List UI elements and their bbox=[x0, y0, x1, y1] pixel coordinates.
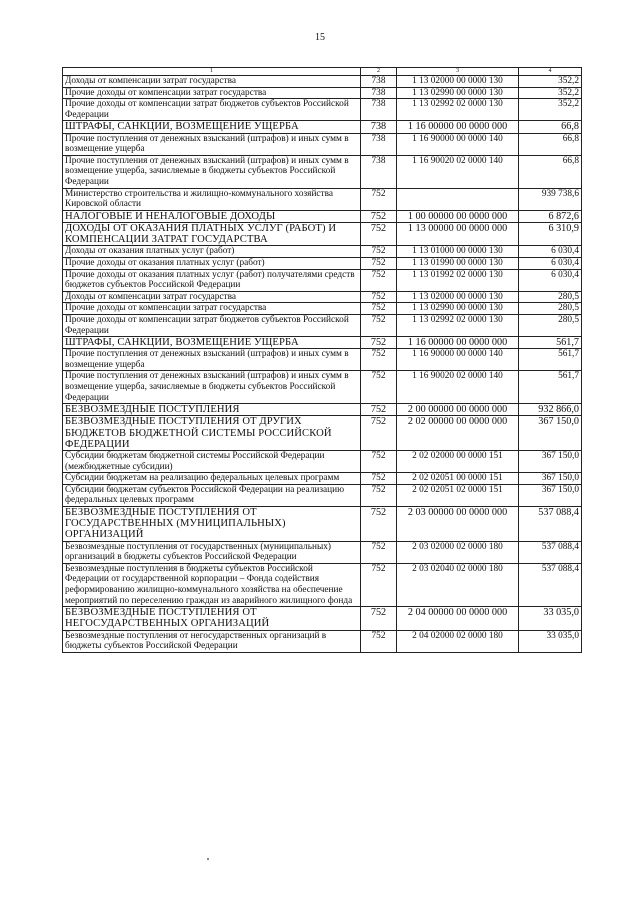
row-name: Безвозмездные поступления в бюджеты субъектов Российской Федерации от государственной корпорации – Фонда содействия реформированию жилищно-коммунального хозяйства на обеспечение мероприятий по переселению граждан из аварийного жилищного фонда bbox=[63, 563, 361, 606]
row-name: Безвозмездные поступления от негосударственных организаций в бюджеты субъектов Российской Федерации bbox=[63, 630, 361, 652]
row-amount: 561,7 bbox=[519, 349, 582, 371]
table-row bbox=[63, 291, 582, 303]
table-row bbox=[63, 87, 582, 99]
row-classification-code: 1 13 01992 02 0000 130 bbox=[397, 269, 519, 291]
row-admin-code: 752 bbox=[361, 473, 397, 485]
row-admin-code: 738 bbox=[361, 87, 397, 99]
row-classification-code: 1 13 01990 00 0000 130 bbox=[397, 257, 519, 269]
row-amount: 6 872,6 bbox=[519, 210, 582, 222]
row-name: Прочие поступления от денежных взысканий (штрафов) и иных сумм в возмещение ущерба bbox=[63, 133, 361, 155]
row-name: Субсидии бюджетам на реализацию федеральных целевых программ bbox=[63, 473, 361, 485]
table-row bbox=[63, 257, 582, 269]
row-amount: 6 030,4 bbox=[519, 257, 582, 269]
row-amount: 6 030,4 bbox=[519, 269, 582, 291]
row-classification-code: 1 16 00000 00 0000 000 bbox=[397, 121, 519, 133]
row-amount: 6 310,9 bbox=[519, 222, 582, 245]
row-amount: 66,8 bbox=[519, 121, 582, 133]
row-classification-code: 1 16 90020 02 0000 140 bbox=[397, 371, 519, 404]
row-name: Министерство строительства и жилищно-коммунального хозяйства Кировской области bbox=[63, 188, 361, 210]
table-row bbox=[63, 404, 582, 416]
row-admin-code: 752 bbox=[361, 222, 397, 245]
row-classification-code: 1 16 90020 02 0000 140 bbox=[397, 155, 519, 188]
row-name: Доходы от компенсации затрат государства bbox=[63, 291, 361, 303]
row-name: ШТРАФЫ, САНКЦИИ, ВОЗМЕЩЕНИЕ УЩЕРБА bbox=[63, 337, 361, 349]
row-name: Прочие поступления от денежных взысканий (штрафов) и иных сумм в возмещение ущерба, зачисляемые в бюджеты субъектов Российской Федерации bbox=[63, 371, 361, 404]
column-header-3: 3 bbox=[397, 68, 519, 76]
row-admin-code: 752 bbox=[361, 404, 397, 416]
table-row bbox=[63, 563, 582, 606]
row-classification-code: 1 00 00000 00 0000 000 bbox=[397, 210, 519, 222]
table-row bbox=[63, 133, 582, 155]
table-row bbox=[63, 541, 582, 563]
budget-revenue-table bbox=[62, 67, 582, 653]
table-row bbox=[63, 76, 582, 88]
row-classification-code: 1 13 02990 00 0000 130 bbox=[397, 87, 519, 99]
row-amount: 280,5 bbox=[519, 314, 582, 336]
row-admin-code: 752 bbox=[361, 484, 397, 506]
row-classification-code: 2 00 00000 00 0000 000 bbox=[397, 404, 519, 416]
table-row bbox=[63, 269, 582, 291]
column-header-4: 4 bbox=[519, 68, 582, 76]
row-admin-code: 752 bbox=[361, 563, 397, 606]
row-admin-code: 752 bbox=[361, 188, 397, 210]
column-number-row bbox=[63, 68, 582, 76]
row-name: БЕЗВОЗМЕЗДНЫЕ ПОСТУПЛЕНИЯ ОТ ГОСУДАРСТВЕННЫХ (МУНИЦИПАЛЬНЫХ) ОРГАНИЗАЦИЙ bbox=[63, 507, 361, 542]
table-row bbox=[63, 507, 582, 542]
row-classification-code: 1 13 02000 00 0000 130 bbox=[397, 76, 519, 88]
row-classification-code: 1 16 00000 00 0000 000 bbox=[397, 337, 519, 349]
table-row bbox=[63, 314, 582, 336]
row-classification-code: 2 02 00000 00 0000 000 bbox=[397, 416, 519, 451]
row-amount: 367 150,0 bbox=[519, 484, 582, 506]
row-classification-code: 1 13 02992 02 0000 130 bbox=[397, 314, 519, 336]
row-name: Прочие поступления от денежных взысканий (штрафов) и иных сумм в возмещение ущерба bbox=[63, 349, 361, 371]
row-amount: 561,7 bbox=[519, 337, 582, 349]
row-name: Прочие доходы от компенсации затрат бюджетов субъектов Российской Федерации bbox=[63, 99, 361, 121]
row-admin-code: 738 bbox=[361, 121, 397, 133]
row-admin-code: 752 bbox=[361, 246, 397, 258]
table-row bbox=[63, 416, 582, 451]
row-name: ДОХОДЫ ОТ ОКАЗАНИЯ ПЛАТНЫХ УСЛУГ (РАБОТ) И КОМПЕНСАЦИИ ЗАТРАТ ГОСУДАРСТВА bbox=[63, 222, 361, 245]
row-classification-code: 2 03 02000 02 0000 180 bbox=[397, 541, 519, 563]
table-row bbox=[63, 222, 582, 245]
row-name: Прочие доходы от компенсации затрат государства bbox=[63, 303, 361, 315]
row-admin-code: 752 bbox=[361, 630, 397, 652]
row-classification-code: 2 03 02040 02 0000 180 bbox=[397, 563, 519, 606]
row-name: БЕЗВОЗМЕЗДНЫЕ ПОСТУПЛЕНИЯ ОТ ДРУГИХ БЮДЖЕТОВ БЮДЖЕТНОЙ СИСТЕМЫ РОССИЙСКОЙ ФЕДЕРАЦИИ bbox=[63, 416, 361, 451]
row-classification-code: 1 13 02990 00 0000 130 bbox=[397, 303, 519, 315]
row-amount: 939 738,6 bbox=[519, 188, 582, 210]
table-row bbox=[63, 210, 582, 222]
row-name: Доходы от компенсации затрат государства bbox=[63, 76, 361, 88]
row-amount: 280,5 bbox=[519, 291, 582, 303]
table-row bbox=[63, 607, 582, 630]
row-admin-code: 752 bbox=[361, 349, 397, 371]
row-name: Доходы от оказания платных услуг (работ) bbox=[63, 246, 361, 258]
row-classification-code: 2 02 02051 02 0000 151 bbox=[397, 484, 519, 506]
row-name: Прочие доходы от оказания платных услуг (работ) получателями средств бюджетов субъектов Российской Федерации bbox=[63, 269, 361, 291]
row-name: НАЛОГОВЫЕ И НЕНАЛОГОВЫЕ ДОХОДЫ bbox=[63, 210, 361, 222]
row-classification-code: 2 03 00000 00 0000 000 bbox=[397, 507, 519, 542]
table-row bbox=[63, 337, 582, 349]
table-row bbox=[63, 484, 582, 506]
row-classification-code: 2 02 02051 00 0000 151 bbox=[397, 473, 519, 485]
row-name: Безвозмездные поступления от государственных (муниципальных) организаций в бюджеты субъектов Российской Федерации bbox=[63, 541, 361, 563]
row-amount: 66,8 bbox=[519, 133, 582, 155]
row-name: Прочие доходы от компенсации затрат государства bbox=[63, 87, 361, 99]
row-admin-code: 752 bbox=[361, 314, 397, 336]
row-classification-code: 1 13 02992 02 0000 130 bbox=[397, 99, 519, 121]
table-row bbox=[63, 246, 582, 258]
row-classification-code bbox=[397, 188, 519, 210]
row-classification-code: 1 16 90000 00 0000 140 bbox=[397, 349, 519, 371]
row-admin-code: 738 bbox=[361, 155, 397, 188]
row-name: Прочие поступления от денежных взысканий (штрафов) и иных сумм в возмещение ущерба, зачисляемые в бюджеты субъектов Российской Федерации bbox=[63, 155, 361, 188]
row-classification-code: 1 13 01000 00 0000 130 bbox=[397, 246, 519, 258]
row-amount: 932 866,0 bbox=[519, 404, 582, 416]
row-admin-code: 752 bbox=[361, 541, 397, 563]
row-amount: 33 035,0 bbox=[519, 607, 582, 630]
row-amount: 537 088,4 bbox=[519, 541, 582, 563]
row-name: ШТРАФЫ, САНКЦИИ, ВОЗМЕЩЕНИЕ УЩЕРБА bbox=[63, 121, 361, 133]
table-row bbox=[63, 155, 582, 188]
row-name: Прочие доходы от компенсации затрат бюджетов субъектов Российской Федерации bbox=[63, 314, 361, 336]
row-admin-code: 752 bbox=[361, 371, 397, 404]
table-row bbox=[63, 630, 582, 652]
table-row bbox=[63, 473, 582, 485]
row-classification-code: 2 02 02000 00 0000 151 bbox=[397, 451, 519, 473]
row-classification-code: 2 04 02000 02 0000 180 bbox=[397, 630, 519, 652]
row-admin-code: 752 bbox=[361, 291, 397, 303]
row-amount: 352,2 bbox=[519, 87, 582, 99]
row-classification-code: 1 13 02000 00 0000 130 bbox=[397, 291, 519, 303]
table-body bbox=[63, 76, 582, 653]
table-row bbox=[63, 371, 582, 404]
table-row bbox=[63, 303, 582, 315]
row-amount: 280,5 bbox=[519, 303, 582, 315]
row-classification-code: 2 04 00000 00 0000 000 bbox=[397, 607, 519, 630]
row-amount: 352,2 bbox=[519, 99, 582, 121]
row-name: Субсидии бюджетам бюджетной системы Российской Федерации (межбюджетные субсидии) bbox=[63, 451, 361, 473]
row-admin-code: 738 bbox=[361, 76, 397, 88]
row-admin-code: 752 bbox=[361, 607, 397, 630]
scan-speck bbox=[207, 858, 209, 860]
row-admin-code: 752 bbox=[361, 303, 397, 315]
table-row bbox=[63, 99, 582, 121]
row-name: БЕЗВОЗМЕЗДНЫЕ ПОСТУПЛЕНИЯ ОТ НЕГОСУДАРСТВЕННЫХ ОРГАНИЗАЦИЙ bbox=[63, 607, 361, 630]
row-amount: 66,8 bbox=[519, 155, 582, 188]
row-amount: 561,7 bbox=[519, 371, 582, 404]
row-amount: 6 030,4 bbox=[519, 246, 582, 258]
row-admin-code: 752 bbox=[361, 507, 397, 542]
row-classification-code: 1 13 00000 00 0000 000 bbox=[397, 222, 519, 245]
column-header-1: 1 bbox=[63, 68, 361, 76]
row-amount: 537 088,4 bbox=[519, 507, 582, 542]
row-amount: 367 150,0 bbox=[519, 473, 582, 485]
table-row bbox=[63, 188, 582, 210]
table-row bbox=[63, 349, 582, 371]
row-name: Прочие доходы от оказания платных услуг (работ) bbox=[63, 257, 361, 269]
row-name: БЕЗВОЗМЕЗДНЫЕ ПОСТУПЛЕНИЯ bbox=[63, 404, 361, 416]
table-row bbox=[63, 121, 582, 133]
row-amount: 367 150,0 bbox=[519, 451, 582, 473]
row-amount: 537 088,4 bbox=[519, 563, 582, 606]
row-amount: 33 035,0 bbox=[519, 630, 582, 652]
row-admin-code: 738 bbox=[361, 133, 397, 155]
row-amount: 367 150,0 bbox=[519, 416, 582, 451]
column-header-2: 2 bbox=[361, 68, 397, 76]
page-number: 15 bbox=[315, 32, 325, 43]
row-admin-code: 738 bbox=[361, 99, 397, 121]
table-row bbox=[63, 451, 582, 473]
row-amount: 352,2 bbox=[519, 76, 582, 88]
row-admin-code: 752 bbox=[361, 416, 397, 451]
row-admin-code: 752 bbox=[361, 269, 397, 291]
row-admin-code: 752 bbox=[361, 257, 397, 269]
row-admin-code: 752 bbox=[361, 210, 397, 222]
row-admin-code: 752 bbox=[361, 451, 397, 473]
row-name: Субсидии бюджетам субъектов Российской Федерации на реализацию федеральных целевых программ bbox=[63, 484, 361, 506]
row-admin-code: 752 bbox=[361, 337, 397, 349]
row-classification-code: 1 16 90000 00 0000 140 bbox=[397, 133, 519, 155]
